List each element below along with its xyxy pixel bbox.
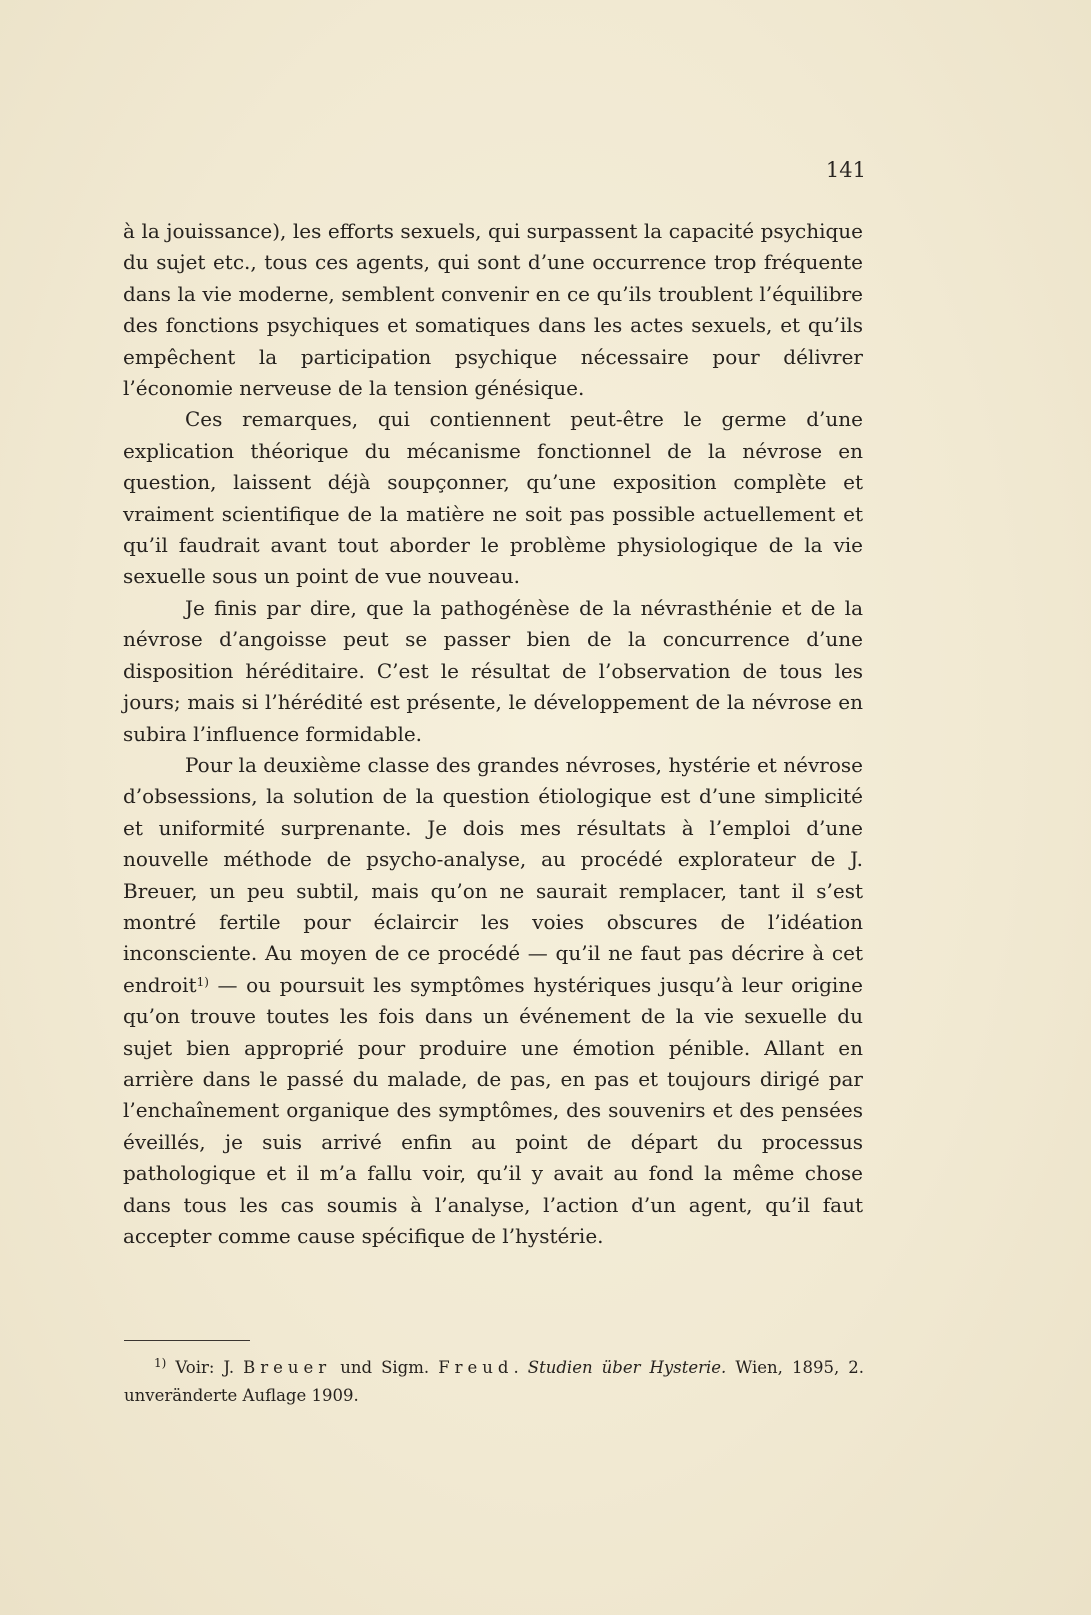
page-number: 141 [825,158,866,182]
footnote-book-title: Studien über Hysterie. [527,1358,727,1377]
body-text [123,216,863,1252]
footnote [124,1354,864,1410]
paragraph-3: Je finis par dire, que la pathogénèse de la névrasthénie et de la névrose d’angoisse peut se passer bien de la concurrence d’une disposition héréditaire. C’est le résultat de l’observation de tous les jours; mais si l’hérédité est présente, le développement de la névrose en subira l’influence formidable. [123,595,863,746]
paragraph-2: Ces remarques, qui contiennent peut-être le germe d’une explication théorique du mécanisme fonctionnel de la névrose en question, laissent déjà soupçonner, qu’une exposition complète et vraiment scientifique de la matière ne soit pas possible actuellement et qu’il faudrait avant tout aborder le problème physiologique de la vie sexuelle sous un point de vue nouveau. [123,407,863,589]
footnote-marker: 1) [154,1356,167,1370]
footnote-text [124,1354,864,1410]
paragraph-4-text: Pour la deuxième classe des grandes névroses, hystérie et névrose d’obsessions, la solution de la question étiologique est d’une simplicité et uniformité surprenante. Je dois mes résultats à l’emploi d’une nouvelle méthode de psycho-analyse, au procédé explorateur de J. Breuer, un peu subtil, mais qu’on ne saurait remplacer, tant il s’est montré fertile pour éclaircir les voies obscures de l’idéation inconsciente. Au moyen de ce procédé — qu’il ne faut pas décrire à cet endroit [123,752,863,997]
footnote-sep: . [513,1358,528,1377]
footnote-rest: Wien, 1895, 2. unveränderte Auflage 1909. [124,1358,864,1405]
footnote-prefix: Voir: J. [166,1358,244,1377]
footnote-reference[interactable]: 1) [196,974,209,989]
footnote-author-freud: Freud [438,1358,514,1377]
paragraph-1: à la jouissance), les efforts sexuels, qui surpassent la capacité psychique du sujet etc., tous ces agents, qui sont d’une occurrence trop fréquente dans la vie moderne, semblent convenir en ce qu’ils troublent l’équilibre des fonctions psychiques et somatiques dans les actes sexuels, et qu’ils empêchent la participation psychique nécessaire pour délivrer l’économie nerveuse de la tension génésique. [123,219,863,401]
footnote-author-breuer: Breuer [243,1358,332,1377]
paragraph-4-continuation: — ou poursuit les symptômes hystériques jusqu’à leur origine qu’on trouve toutes les fois dans un événement de la vie sexuelle du sujet bien approprié pour produire une émotion pénible. Allant en arrière dans le passé du malade, de pas, en pas et toujours dirigé par l’enchaînement organique des symptômes, des souvenirs et des pensées éveillés, je suis arrivé enfin au point de départ du processus pathologique et il m’a fallu voir, qu’il y avait au fond la même chose dans tous les cas soumis à l’analyse, l’action d’un agent, qu’il faut accepter comme cause spécifique de l’hystérie. [123,972,863,1248]
paragraph-4 [123,750,863,1253]
footnote-divider [124,1340,250,1341]
footnote-middle: und Sigm. [331,1358,439,1377]
